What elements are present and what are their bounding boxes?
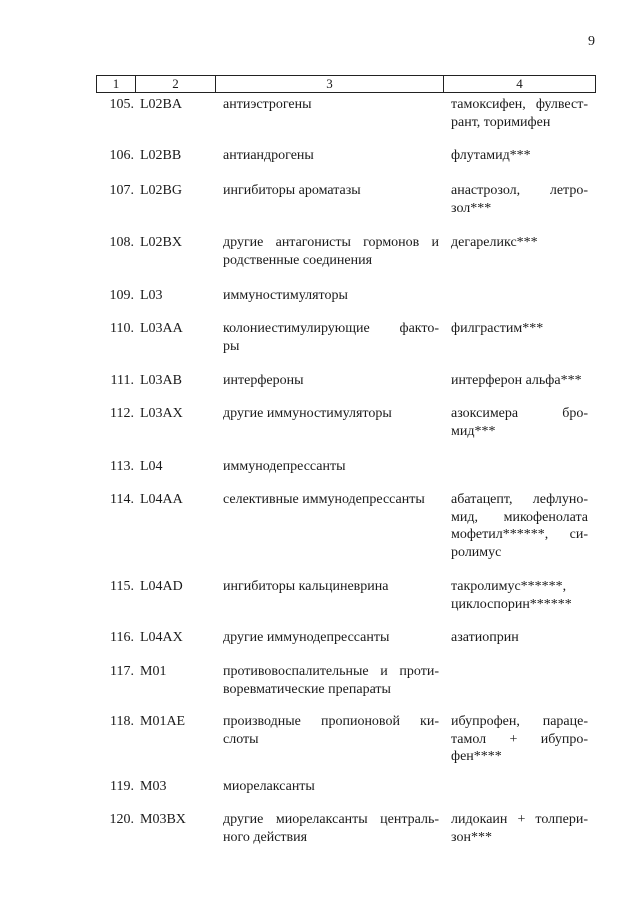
group-name (223, 287, 439, 305)
group-name (223, 458, 439, 476)
group-name (223, 491, 439, 509)
drug-names (451, 147, 588, 165)
atc-code: M01AE (140, 714, 186, 729)
drug-name-line: фен**** (451, 749, 502, 764)
drug-name-line: мофетил******, си- (451, 527, 588, 542)
drug-name-line: лидокаин + толпери- (451, 812, 588, 827)
row-number: 115. (110, 579, 134, 594)
drug-names (451, 491, 588, 561)
drug-name-line: зол*** (451, 200, 492, 216)
atc-code: L03AX (140, 406, 183, 421)
drug-name-line: тамоксифен, фулвест- (451, 97, 588, 112)
atc-code: L04AA (140, 492, 183, 507)
group-name-line: слоты (223, 731, 259, 747)
group-name-line: воревматические препараты (223, 681, 391, 697)
group-name-line: другие иммунодепрессанты (223, 630, 390, 645)
atc-code: M03BX (140, 812, 186, 827)
atc-code: L02BA (140, 97, 182, 112)
group-name (223, 372, 439, 390)
group-name (223, 405, 439, 423)
atc-code: M03 (140, 779, 167, 794)
group-name-line: родственные соединения (223, 252, 373, 268)
row-number: 107. (109, 183, 134, 198)
drug-name-line: интерферон альфа*** (451, 373, 582, 388)
group-name-line: иммуностимуляторы (223, 288, 348, 303)
row-number: 110. (110, 321, 134, 336)
drug-name-line: такролимус******, (451, 579, 567, 594)
drug-name-line: тамол + ибупро- (451, 731, 588, 747)
group-name (223, 234, 439, 269)
drug-names (451, 811, 588, 846)
row-number: 119. (110, 779, 134, 794)
group-name-line: иммунодепрессанты (223, 459, 346, 474)
header-col-4: 4 (516, 76, 523, 91)
group-name-line: антиэстрогены (223, 97, 312, 112)
drug-name-line: мид, микофенолата (451, 509, 588, 525)
drug-names (451, 578, 588, 613)
group-name-line: другие иммуностимуляторы (223, 406, 392, 421)
drug-name-line: зон*** (451, 829, 492, 845)
row-number: 120. (109, 812, 134, 827)
group-name (223, 629, 439, 647)
group-name (223, 320, 439, 355)
atc-code: L03 (140, 288, 163, 303)
atc-code: L02BG (140, 183, 182, 198)
row-number: 105. (109, 97, 134, 112)
header-col-3: 3 (216, 76, 444, 92)
drug-names (451, 713, 588, 766)
group-name-line: колониестимулирующие факто- (223, 321, 439, 336)
group-name-line: противовоспалительные и проти- (223, 664, 439, 679)
drug-names (451, 405, 588, 440)
drug-names (451, 234, 588, 252)
group-name-line: другие миорелаксанты централь- (223, 812, 439, 827)
group-name (223, 811, 439, 846)
header-col-2: 2 (136, 76, 216, 92)
drug-name-line: азатиоприн (451, 630, 519, 645)
group-name (223, 778, 439, 796)
row-number: 113. (110, 459, 134, 474)
drug-name-line: рант, торимифен (451, 114, 551, 130)
group-name (223, 182, 439, 200)
group-name-line: ры (223, 338, 240, 354)
drug-name-line: флутамид*** (451, 148, 531, 163)
drug-name-line: азоксимера бро- (451, 406, 588, 421)
drug-name-line: дегареликс*** (451, 235, 538, 250)
row-number: 118. (110, 714, 134, 729)
atc-code: L04 (140, 459, 163, 474)
row-number: 109. (109, 288, 134, 303)
row-number: 111. (110, 373, 134, 388)
row-number: 114. (110, 492, 134, 507)
group-name (223, 713, 439, 748)
group-name (223, 147, 439, 165)
drug-names (451, 629, 588, 647)
table-header (96, 75, 596, 93)
atc-code: L04AD (140, 579, 183, 594)
header-col-1: 1 (97, 76, 136, 92)
drug-names (451, 96, 588, 131)
drug-name-line: циклоспорин****** (451, 596, 572, 612)
drug-name-line: анастрозол, летро- (451, 183, 588, 198)
drug-name-line: филграстим*** (451, 321, 544, 336)
group-name-line: ного действия (223, 829, 308, 845)
row-number: 116. (110, 630, 134, 645)
row-number: 112. (110, 406, 134, 421)
group-name (223, 663, 439, 698)
drug-name-line: абатацепт, лефлуно- (451, 492, 588, 507)
group-name-line: селективные иммунодепрессанты (223, 492, 425, 507)
group-name-line: антиандрогены (223, 148, 314, 163)
group-name-line: другие антагонисты гормонов и (223, 235, 439, 250)
drug-names (451, 320, 588, 338)
group-name-line: интерфероны (223, 373, 304, 388)
atc-code: M01 (140, 664, 167, 679)
row-number: 117. (110, 664, 134, 679)
atc-code: L02BB (140, 148, 182, 163)
row-number: 108. (109, 235, 134, 250)
drug-name-line: ролимус (451, 544, 502, 560)
atc-code: L02BX (140, 235, 182, 250)
atc-code: L04AX (140, 630, 183, 645)
group-name (223, 578, 439, 596)
group-name-line: ингибиторы ароматазы (223, 183, 361, 198)
drug-name-line: мид*** (451, 423, 496, 439)
drug-names (451, 372, 588, 390)
drug-name-line: ибупрофен, параце- (451, 714, 588, 729)
atc-code: L03AB (140, 373, 182, 388)
drug-names (451, 182, 588, 217)
group-name-line: производные пропионовой ки- (223, 714, 439, 729)
group-name-line: ингибиторы кальциневрина (223, 579, 389, 594)
group-name (223, 96, 439, 114)
atc-code: L03AA (140, 321, 183, 336)
page-number: 9 (588, 34, 595, 49)
row-number: 106. (109, 148, 134, 163)
group-name-line: миорелаксанты (223, 779, 315, 794)
